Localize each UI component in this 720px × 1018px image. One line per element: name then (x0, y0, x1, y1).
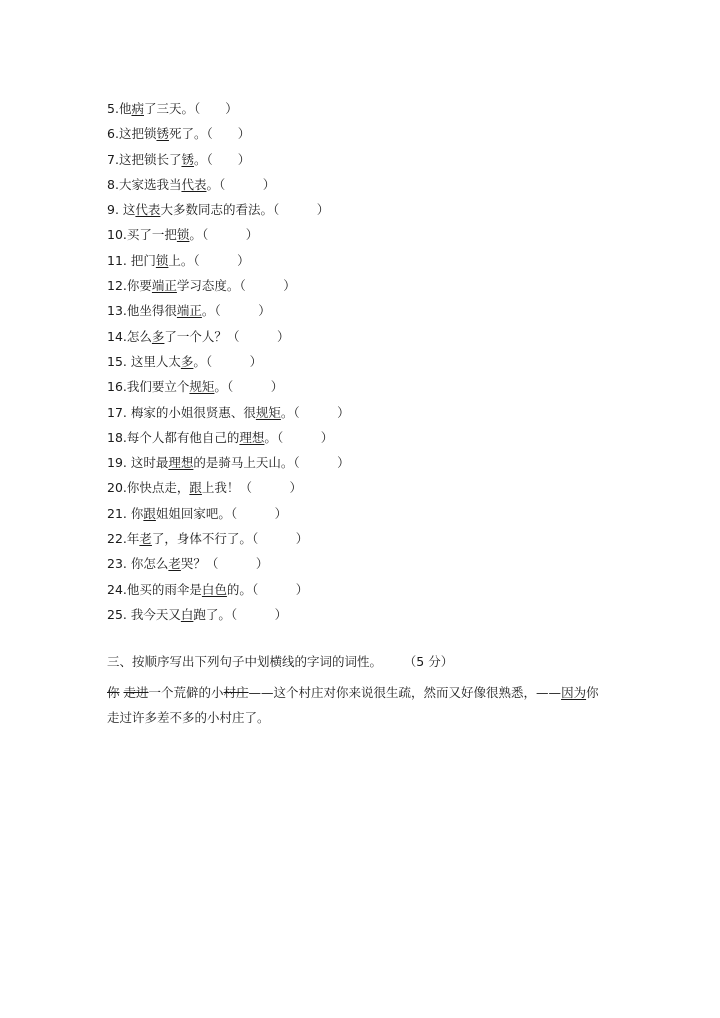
answer-blank[interactable]: （ ） (230, 606, 288, 622)
section-score: （5 分） (410, 654, 454, 669)
underlined-word: 老 (139, 531, 152, 547)
exercise-item (107, 475, 607, 500)
item-number: 10. (107, 227, 127, 243)
item-text: 。 (193, 353, 206, 369)
exercise-item (107, 273, 607, 298)
item-number: 7. (107, 151, 119, 167)
item-text: 学习态度。 (176, 278, 240, 294)
item-text: 。 (214, 379, 227, 395)
answer-blank[interactable]: （ ） (226, 328, 290, 344)
exercise-item (107, 577, 607, 602)
underlined-word: 因为 (561, 685, 587, 700)
item-text: 哭？ (180, 556, 206, 572)
item-text: 这里人太 (126, 353, 181, 369)
exercise-item (107, 147, 607, 172)
item-number: 11. (107, 252, 127, 268)
paragraph-text: 一个荒僻的小 (148, 685, 224, 700)
item-text: 。 (264, 429, 277, 445)
underlined-word: 病 (131, 101, 144, 116)
answer-blank[interactable]: （ ） (206, 126, 251, 142)
item-text: 。 (201, 303, 215, 319)
item-text: 这时最 (126, 455, 169, 471)
item-text: 死了。 (168, 126, 207, 142)
answer-blank[interactable]: （ ） (206, 151, 251, 167)
underlined-word: 白 (180, 606, 194, 622)
answer-blank[interactable]: （ ） (193, 101, 238, 116)
item-text: 。 (280, 404, 294, 420)
item-number: 12. (107, 278, 127, 294)
exercise-item (107, 121, 607, 146)
exercise-item (107, 324, 607, 349)
exercise-item (107, 349, 607, 374)
item-number: 14. (107, 328, 127, 344)
answer-blank[interactable]: （ ） (230, 505, 288, 521)
item-text: 。 (206, 176, 219, 192)
exercise-item (107, 551, 607, 576)
reading-paragraph (107, 680, 607, 730)
underlined-word: 多 (180, 353, 194, 369)
item-text: 大多数同志的看法。 (160, 202, 273, 218)
exercise-item (107, 501, 607, 526)
item-number: 17. (107, 404, 127, 420)
answer-blank[interactable]: （ ） (251, 581, 309, 597)
underlined-word: 代表 (181, 176, 207, 192)
item-text: 梅家的小姐很贤惠、很 (126, 404, 256, 420)
struck-word: 走进 (123, 685, 149, 700)
item-text: 每个人都有他自己的 (126, 429, 240, 445)
item-text: 他买的雨伞是 (126, 581, 202, 597)
item-text: 了三天。 (143, 101, 194, 116)
item-number: 24. (107, 581, 127, 597)
exercise-item (107, 222, 607, 247)
item-number: 9. (107, 202, 119, 218)
item-number: 16. (107, 379, 127, 395)
answer-blank[interactable]: （ ） (293, 404, 350, 420)
underlined-word: 老 (168, 556, 181, 572)
item-text: 你怎么 (126, 556, 169, 572)
item-number: 18. (107, 429, 127, 445)
item-text: 年 (126, 531, 140, 547)
item-text: 你 (126, 505, 144, 521)
underlined-word: 理想 (168, 455, 194, 471)
exercise-item (107, 526, 607, 551)
item-text: 这把锁 (118, 126, 157, 142)
struck-word: 你 (107, 685, 120, 700)
underlined-word: 端正 (176, 303, 202, 319)
item-number: 6. (107, 126, 119, 142)
item-number: 15. (107, 353, 127, 369)
item-text: 把门 (126, 252, 156, 268)
underlined-word: 锁 (176, 227, 190, 243)
paragraph-text: 你走过许多差不多的小村庄了。 (107, 685, 599, 725)
answer-blank[interactable]: （ ） (293, 455, 350, 471)
item-text: 这 (118, 202, 136, 218)
item-text: 怎么 (126, 328, 152, 344)
section-heading (107, 652, 453, 670)
underlined-word: 锁 (155, 252, 169, 268)
item-text: 。 (193, 151, 207, 167)
item-number: 19. (107, 455, 127, 471)
exercise-item (107, 197, 607, 222)
underlined-word: 多 (151, 328, 165, 344)
exercise-item (107, 374, 607, 399)
item-text: 姐姐回家吧。 (155, 505, 231, 521)
underlined-word: 规矩 (255, 404, 281, 420)
item-text: 你要 (126, 278, 152, 294)
item-text: 你快点走， (126, 480, 190, 496)
underlined-word: 代表 (135, 202, 161, 218)
item-text: 跑了。 (193, 606, 231, 622)
item-number: 8. (107, 176, 119, 192)
underlined-word: 白色 (201, 581, 227, 597)
exercise-item (107, 298, 607, 323)
item-number: 5. (107, 101, 119, 116)
item-number: 25. (107, 606, 127, 622)
item-text: 了一个人？ (164, 328, 227, 344)
exercise-list (107, 96, 607, 627)
item-number: 23. (107, 556, 127, 572)
answer-blank[interactable]: （ ） (205, 556, 269, 572)
underlined-word: 端正 (151, 278, 177, 294)
answer-blank[interactable]: （ ） (214, 303, 271, 319)
item-text: 了，身体不行了。 (151, 531, 252, 547)
underlined-word: 锈 (181, 151, 194, 167)
item-text: 大家选我当 (118, 176, 182, 192)
exercise-item (107, 96, 607, 121)
item-number: 22. (107, 531, 127, 547)
underlined-word: 锈 (156, 126, 169, 142)
paragraph-text: ——这个村庄对你来说很生疏，然而又好像很熟悉，—— (248, 685, 562, 700)
item-text: 他坐得很 (126, 303, 177, 319)
exercise-item (107, 602, 607, 627)
answer-blank[interactable]: （ ） (276, 429, 334, 445)
item-text: 我们要立个 (126, 379, 190, 395)
answer-blank[interactable]: （ ） (218, 176, 276, 192)
answer-blank[interactable]: （ ） (201, 227, 259, 243)
exercise-item (107, 400, 607, 425)
item-text: 我今天又 (126, 606, 181, 622)
item-text: 。 (189, 227, 202, 243)
exercise-item (107, 425, 607, 450)
item-text: 买了一把 (126, 227, 177, 243)
answer-blank[interactable]: （ ） (193, 252, 250, 268)
answer-blank[interactable]: （ ） (205, 353, 263, 369)
underlined-word: 跟 (143, 505, 156, 521)
item-text: 上。 (168, 252, 194, 268)
answer-blank[interactable]: （ ） (272, 202, 330, 218)
item-number: 20. (107, 480, 127, 496)
underlined-word: 跟 (189, 480, 202, 496)
item-text: 这把锁长了 (118, 151, 182, 167)
item-number: 13. (107, 303, 127, 319)
answer-blank[interactable]: （ ） (239, 278, 296, 294)
exercise-item (107, 450, 607, 475)
underlined-word: 理想 (239, 429, 265, 445)
exercise-item (107, 172, 607, 197)
item-number: 21. (107, 505, 127, 521)
item-text: 的是骑马上天山。 (193, 455, 294, 471)
section-title-text: 三、按顺序写出下列句子中划横线的字词的词性。 (107, 654, 383, 669)
item-text: 他 (118, 101, 132, 116)
struck-word: 村庄 (223, 685, 249, 700)
item-text: 的。 (226, 581, 252, 597)
exercise-item (107, 248, 607, 273)
underlined-word: 规矩 (189, 379, 215, 395)
answer-blank[interactable]: （ ） (251, 531, 309, 547)
answer-blank[interactable]: （ ） (226, 379, 284, 395)
answer-blank[interactable]: （ ） (239, 480, 302, 496)
item-text: 上我！ (201, 480, 240, 496)
